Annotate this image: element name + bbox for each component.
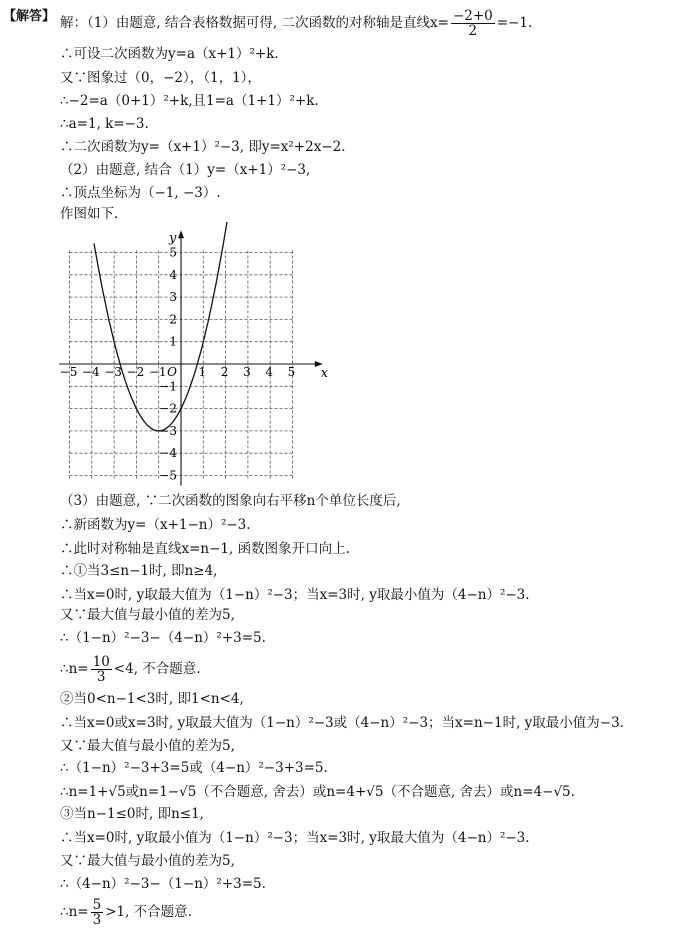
line: 又∵最大值与最小值的差为5, bbox=[60, 738, 235, 754]
y-tick-label: 1 bbox=[169, 334, 177, 349]
y-tick-label: −4 bbox=[159, 446, 177, 461]
line-frac-2: ∴n= $\frac{5}{3}$ >1, 不合题意. bbox=[60, 897, 192, 928]
line: ∴新函数为y=（x+1−n）²−3. bbox=[60, 517, 251, 533]
line: ∴当x=0时, y取最大值为（1−n）²−3；当x=3时, y取最小值为（4−n）²−3. bbox=[60, 587, 530, 603]
line: 又∵图象过（0，−2），（1，1）， bbox=[60, 70, 261, 86]
line: ∴n=1+√5或n=1−√5（不合题意, 舍去）或n=4+√5（不合题意, 舍去）或n=4−√5. bbox=[60, 784, 575, 800]
y-tick-label: −3 bbox=[159, 423, 177, 438]
line-frac-1: ∴n= $\frac{10}{3}$ <4, 不合题意. bbox=[60, 654, 201, 685]
line: 作图如下. bbox=[60, 206, 119, 222]
fraction: $\frac{-2+0}{2}$ bbox=[452, 8, 493, 39]
x-tick-label: 2 bbox=[220, 365, 229, 379]
origin-label: O bbox=[167, 365, 177, 379]
answer-tag: 【解答】 bbox=[3, 9, 56, 24]
line: ∴（1−n）²−3+3=5或（4−n）²−3+3=5. bbox=[60, 760, 328, 776]
y-tick-label: −1 bbox=[159, 379, 177, 394]
x-tick-label: −1 bbox=[148, 365, 167, 379]
line-first: 解：（1）由题意, 结合表格数据可得, 二次函数的对称轴是直线x= $\frac{-2+0}{2}$ =−1. bbox=[60, 8, 533, 39]
line: ∴−2=a（0+1）²+k,且1=a（1+1）²+k. bbox=[60, 93, 319, 109]
x-tick-label: −2 bbox=[126, 365, 145, 379]
line: ∴此时对称轴是直线x=n−1, 函数图象开口向上. bbox=[60, 541, 350, 557]
y-tick-label: 3 bbox=[169, 290, 177, 305]
line: ∴二次函数为y=（x+1）²−3, 即y=x²+2x−2. bbox=[60, 139, 346, 155]
fraction: $\frac{10}{3}$ bbox=[92, 654, 110, 685]
x-tick-label: −5 bbox=[59, 365, 78, 379]
y-tick-label: −2 bbox=[159, 401, 177, 416]
line: ∴（1−n）²−3−（4−n）²+3=5. bbox=[60, 630, 266, 646]
x-axis-label: x bbox=[320, 366, 329, 381]
x-tick-label: 5 bbox=[287, 365, 296, 379]
y-tick-label: 5 bbox=[169, 245, 177, 260]
line: ③当n−1≤0时, 即n≤1, bbox=[60, 806, 204, 822]
y-axis-arrow bbox=[178, 230, 184, 238]
line: ∴可设二次函数为y=a（x+1）²+k. bbox=[60, 46, 279, 62]
line: 又∵最大值与最小值的差为5, bbox=[60, 853, 235, 869]
line: ∴a=1, k=−3. bbox=[60, 116, 149, 132]
x-tick-label: 3 bbox=[243, 365, 251, 379]
x-tick-label: 4 bbox=[265, 365, 274, 379]
line: ∴（4−n）²−3−（1−n）²+3=5. bbox=[60, 876, 266, 892]
y-tick-label: −5 bbox=[159, 468, 177, 483]
y-axis-label: y bbox=[169, 231, 177, 247]
parabola-graph bbox=[55, 222, 345, 487]
fraction: $\frac{5}{3}$ bbox=[92, 897, 102, 928]
x-tick-label: −3 bbox=[104, 365, 122, 379]
line: 又∵最大值与最小值的差为5, bbox=[60, 607, 235, 623]
line: ∴当x=0时, y取最小值为（1−n）²−3；当x=3时, y取最大值为（4−n）²−3. bbox=[60, 830, 530, 846]
x-tick-label: −4 bbox=[81, 365, 100, 379]
line: ②当0<n−1<3时, 即1<n<4, bbox=[60, 691, 244, 707]
y-tick-label: 4 bbox=[169, 267, 177, 282]
line: ∴①当3≤n−1时, 即n≥4, bbox=[60, 563, 218, 579]
line: （3）由题意, ∵二次函数的图象向右平移n个单位长度后, bbox=[60, 493, 401, 509]
line: ∴当x=0或x=3时, y取最大值为（1−n）²−3或（4−n）²−3；当x=n−1时, y取最小值为−3. bbox=[60, 715, 624, 731]
line: （2）由题意, 结合（1）y=（x+1）²−3, bbox=[60, 162, 311, 178]
y-tick-label: 2 bbox=[169, 312, 177, 327]
line: ∴顶点坐标为（−1, −3）. bbox=[60, 185, 221, 201]
x-tick-label: 1 bbox=[198, 365, 207, 379]
